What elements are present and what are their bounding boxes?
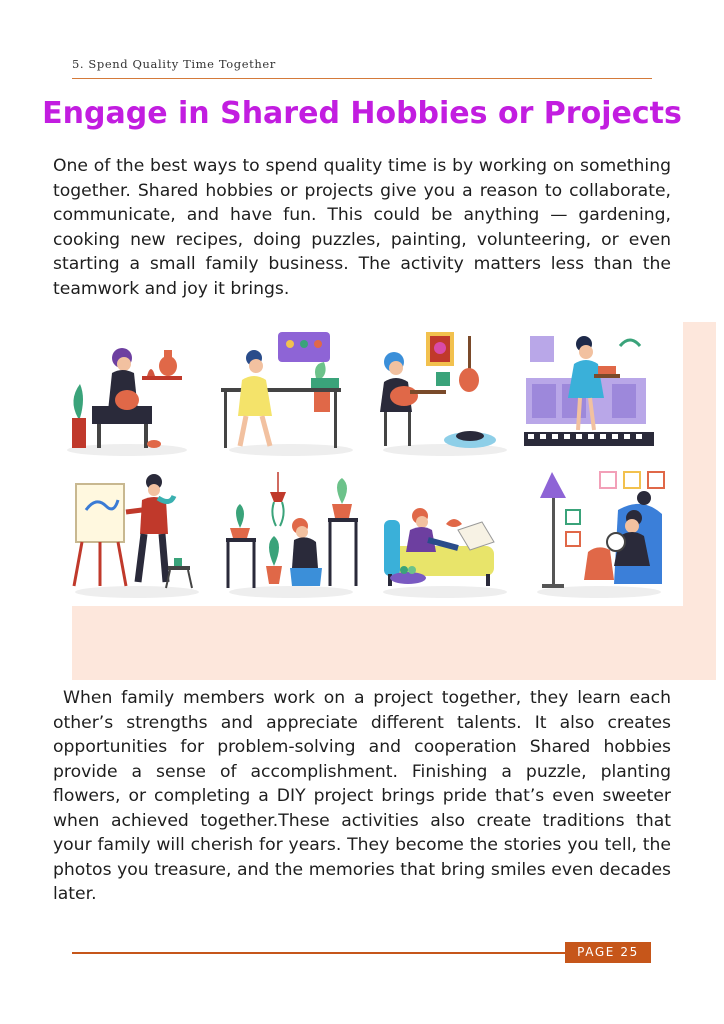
gardening-illustration: [216, 470, 366, 605]
painting-illustration: [62, 470, 212, 605]
footer-divider: [72, 952, 572, 954]
intro-paragraph: One of the best ways to spend quality time is by working on something together. Shared hobbies or projects give you a reason to collaborate, communicate, and have fun. This could be anything — gardening, cooking new recipes, doing puzzles, painting, volunteering, or even starting a small family business. The activity matters less than the teamwork and joy it brings.: [53, 156, 671, 299]
knitting-illustration: [524, 470, 674, 605]
header-divider: [72, 78, 652, 79]
cooking-illustration: [524, 328, 674, 463]
crafting-illustration: [216, 328, 366, 463]
body-paragraph: When family members work on a project together, they learn each other’s strengths and appreciate different talents. It also creates opportunities for problem-solving and cooperation Shared hobbies provide a sense of accomplishment. Finishing a puzzle, planting flowers, or completing a DIY project brings pride that’s even sweeter when achieved together.These activities also create traditions that your family will cherish for years. They become the stories you tell, the photos you treasure, and the memories that bring smiles even decades later.: [53, 688, 671, 904]
running-header: 5. Spend Quality Time Together: [72, 57, 276, 71]
pottery-illustration: [62, 328, 212, 463]
decorative-panel-bottom: [72, 606, 716, 680]
section-title: Engage in Shared Hobbies or Projects: [42, 96, 682, 131]
page-number-badge: PAGE 25: [565, 942, 651, 963]
hobbies-illustration-panel: [44, 322, 683, 606]
reading-illustration: [370, 470, 520, 605]
guitar-illustration: [370, 328, 520, 463]
